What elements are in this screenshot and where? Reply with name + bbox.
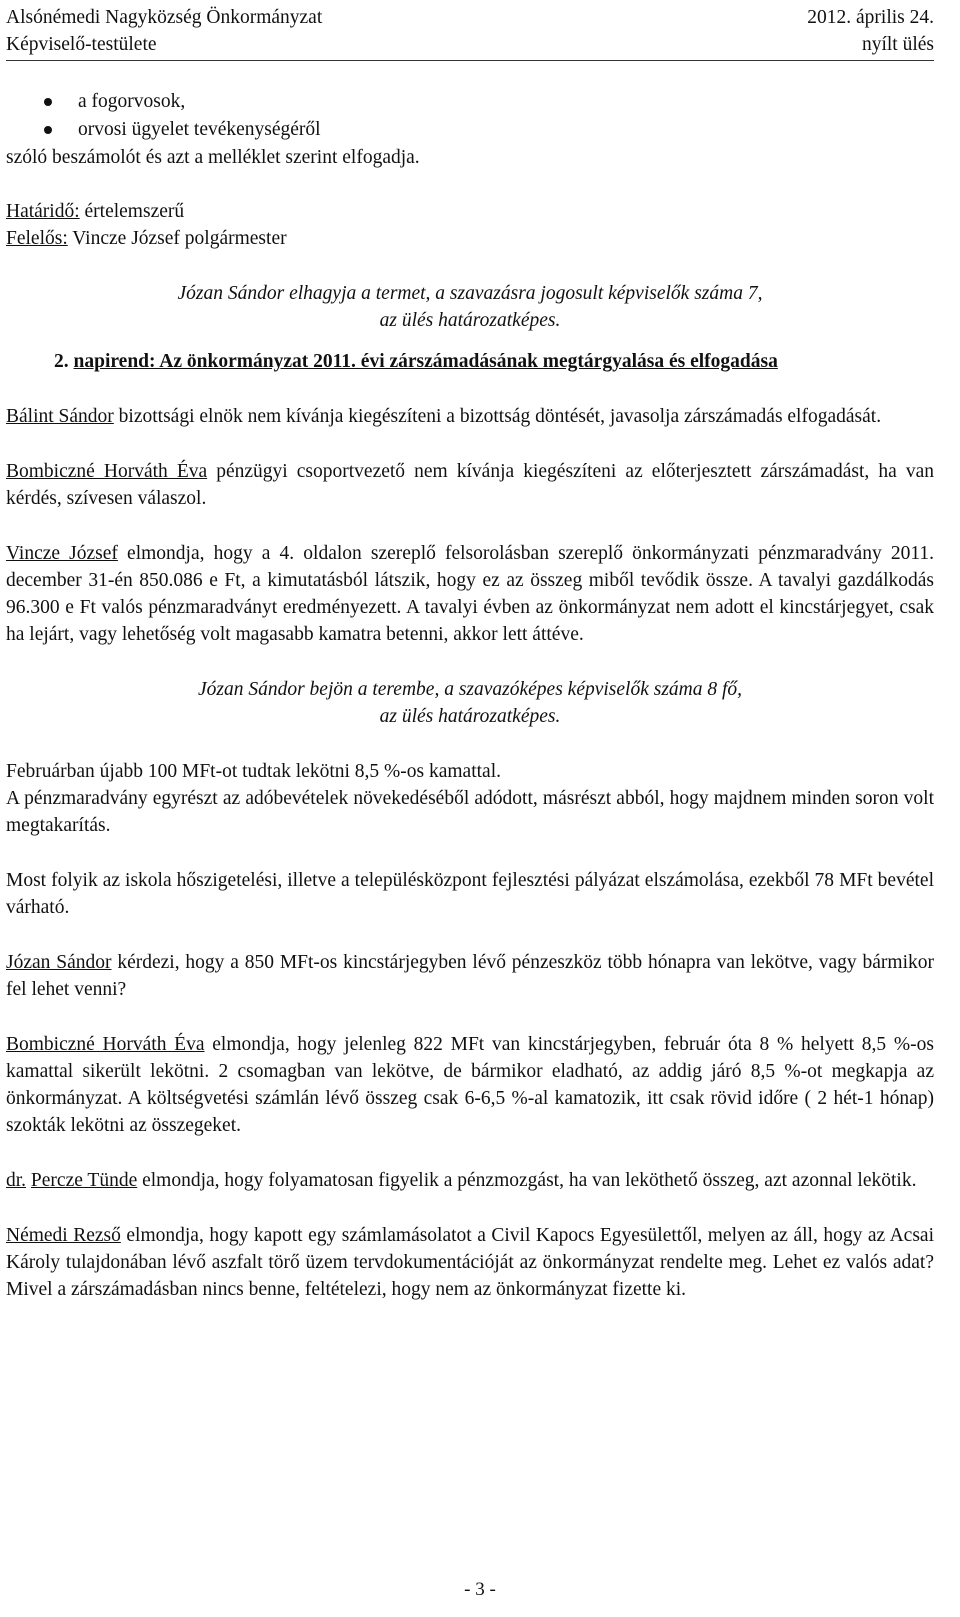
responsible-line — [6, 225, 934, 252]
deadline-value: értelemszerű — [79, 201, 185, 222]
paragraph-vincze — [6, 540, 934, 648]
paragraph-school: Most folyik az iskola hőszigetelési, illetve a településközpont fejlesztési pályázat elszámolása, ezekből 78 MFt bevétel várható. — [6, 870, 934, 918]
paragraph-text: elmondja, hogy kapott egy számlamásolatot a Civil Kapocs Egyesülettől, melyen az áll, hogy az Acsai Károly tulajdonában lévő aszfalt törő üzem tervdokumentációját az önkormányzat rendelte meg. Lehet ez valós adat? Mivel a zárszámadásban nincs benne, feltételezi, hogy nem az önkormányzat fizette ki. — [6, 1225, 934, 1300]
header-date: 2012. április 24. — [807, 7, 934, 28]
attendance-note-line: az ülés határozatképes. — [379, 310, 561, 331]
paragraph-bombiczne-1 — [6, 458, 934, 512]
speaker-name: Vincze József — [6, 543, 118, 564]
paragraph-text: elmondja, hogy a 4. oldalon szereplő felsorolásban szereplő önkormányzati pénzmaradvány 2011. december 31-én 850.086 e Ft, a kimutatásból látszik, hogy ez az összeg miből tevődik össze. A tavalyi gazdálkodás 96.300 e Ft valós pénzmaradványt eredményezett. A tavalyi évben az önkormányzat nem adott el kincstárjegyet, csak ha lejárt, vagy lehetőség volt magasabb kamatra betenni, akkor lett áttéve. — [6, 543, 934, 645]
page-header — [6, 4, 934, 61]
paragraph-residual: A pénzmaradvány egyrészt az adóbevételek növekedéséből adódott, másrészt abból, hogy majdnem minden soron volt megtakarítás. — [6, 788, 934, 836]
deadline-line — [6, 198, 934, 225]
header-row-1 — [6, 4, 934, 31]
attendance-note-line: az ülés határozatképes. — [379, 706, 561, 727]
speaker-name: Bombiczné Horváth Éva — [6, 461, 208, 482]
paragraph-text: elmondja, hogy jelenleg 822 MFt van kincstárjegyben, február óta 8 % helyett 8,5 %-os kamattal sikerült lekötni. 2 csomagban van lekötve, de bármikor eladható, az addig járó 8,5 %-ot megkapja az önkormányzat. A költségvetési számlán lévő összeg csak 6-6,5 %-al kamatozik, itt csak rövid időre ( 2 hét-1 hónap) szokták lekötni az összegeket. — [6, 1034, 934, 1136]
deadline-label: Határidő: — [6, 201, 80, 222]
header-org: Alsónémedi Nagyközség Önkormányzat — [6, 7, 323, 28]
speaker-name: Józan Sándor — [6, 952, 112, 973]
speaker-title: dr. — [6, 1170, 27, 1191]
agenda-number: 2. — [54, 351, 74, 372]
header-session: nyílt ülés — [861, 34, 934, 55]
responsible-value: Vincze József polgármester — [67, 228, 287, 249]
paragraph-balint — [6, 403, 934, 430]
paragraph-bombiczne-2 — [6, 1031, 934, 1139]
paragraph-text: kérdezi, hogy a 850 MFt-os kincstárjegyben lévő pénzeszköz több hónapra van lekötve, vagy bármikor fel lehet venni? — [6, 952, 934, 1000]
header-row-2 — [6, 31, 934, 58]
bullet-list — [6, 88, 934, 144]
responsible-label: Felelős: — [6, 228, 68, 249]
attendance-note — [6, 280, 934, 334]
accept-line: szóló beszámolót és azt a melléklet szerint elfogadja. — [6, 147, 420, 168]
speaker-name: Percze Tünde — [30, 1170, 138, 1191]
paragraph-february: Februárban újabb 100 MFt-ot tudtak lekötni 8,5 %-os kamattal. — [6, 761, 501, 782]
speaker-name: Bombiczné Horváth Éva — [6, 1034, 205, 1055]
paragraph-jozan — [6, 949, 934, 1003]
paragraph-text: pénzügyi csoportvezető nem kívánja kiegészíteni az előterjesztett zárszámadást, ha van kérdés, szívesen válaszol. — [6, 461, 934, 509]
agenda-heading — [6, 348, 934, 375]
agenda-title: napirend: Az önkormányzat 2011. évi zárszámadásának megtárgyalása és elfogadása — [73, 351, 778, 372]
page-footer — [0, 1578, 960, 1602]
paragraph-text: elmondja, hogy folyamatosan figyelik a pénzmozgást, ha van leköthető összeg, azt azonnal lekötik. — [137, 1170, 917, 1191]
paragraph-nemedi — [6, 1222, 934, 1303]
document-body — [6, 88, 934, 1303]
speaker-name: Némedi Rezső — [6, 1225, 121, 1246]
header-body: Képviselő-testülete — [6, 34, 157, 55]
bullet-item: a fogorvosok, — [6, 88, 934, 116]
paragraph-text: bizottsági elnök nem kívánja kiegészíteni a bizottság döntését, javasolja zárszámadás elfogadását. — [113, 406, 882, 427]
attendance-note — [6, 676, 934, 730]
attendance-note-line: Józan Sándor elhagyja a termet, a szavazásra jogosult képviselők száma 7, — [177, 283, 763, 304]
paragraph-percze — [6, 1167, 934, 1194]
speaker-name: Bálint Sándor — [6, 406, 114, 427]
page-number: - 3 - — [464, 1579, 496, 1600]
bullet-item: orvosi ügyelet tevékenységéről — [6, 116, 934, 144]
attendance-note-line: Józan Sándor bejön a terembe, a szavazóképes képviselők száma 8 fő, — [197, 679, 743, 700]
